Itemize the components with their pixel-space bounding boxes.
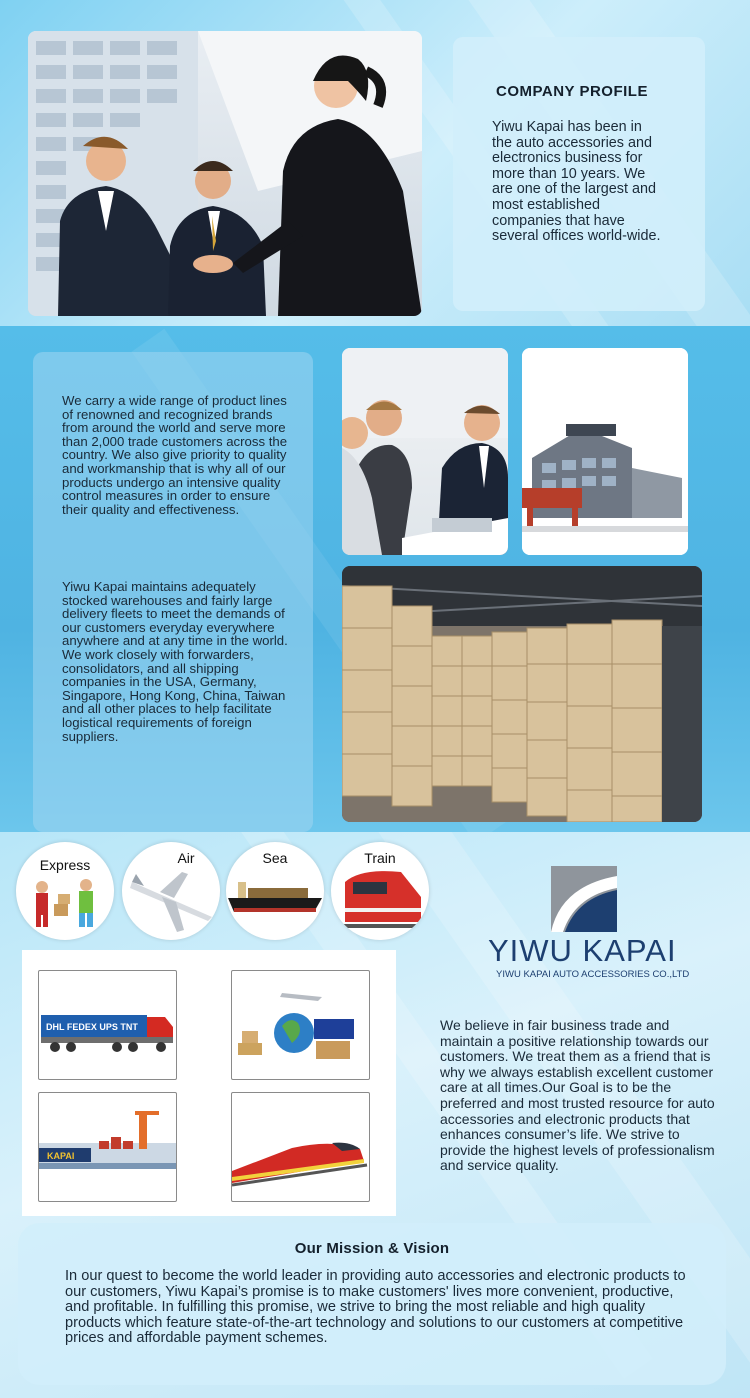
belief-statement: We believe in fair business trade and maintain a positive relationship towards our customers. We treat them as a friend that is why we always establish excellent customer care at all times.Our Goal is to be the preferred and most trusted resource for auto accessories and electronic products that enhances consumer’s life. We strive to provide the highest levels of professionalism and service quality. <box>440 1017 715 1174</box>
truck-carriers-label: DHL FEDEX UPS TNT <box>46 1022 138 1032</box>
warehouse-photo <box>342 566 702 822</box>
mission-text: In our quest to become the world leader in providing auto accessories and electronic products to our customers, Yiwu Kapai’s promise is to make customers' lives more convenient, productive, and profitable. In fulfilling this promise, we strive to bring the most reliable and high quality products which feature state-of-the-art technology and solutions to our customers at competitive prices and affordable payment schemes. <box>65 1268 686 1347</box>
air-label: Air <box>177 850 195 866</box>
company-profile-section <box>0 0 750 326</box>
brand-subtitle: YIWU KAPAI AUTO ACCESSORIES CO.,LTD <box>496 969 690 980</box>
logo-mark-icon <box>551 866 617 932</box>
logistics-section <box>0 832 750 1398</box>
product-range-paragraph-1: We carry a wide range of product lines of renowned and recognized brands from around the world and serve more than 2,000 trade customers across the country. We also give priority to quality and workmanship that is why all of our products undergo an intensive quality control measures in order to ensure their quality and effectiveness. <box>62 393 288 517</box>
air-shipping-badge <box>122 842 220 940</box>
company-building-photo <box>522 348 688 555</box>
business-meeting-photo <box>342 348 508 555</box>
high-speed-train-tile <box>231 1092 370 1202</box>
company-profile-text: Yiwu Kapai has been in the auto accessories and electronics business for more than 10 years. We are one of the largest and most established companies that have several offices world-wide. <box>492 119 661 245</box>
warehouse-paragraph: Yiwu Kapai maintains adequately stocked warehouses and fairly large delivery fleets to meet the demands of our customers everyday everywhere anywhere and at any time in the world. We work closely with forwarders, consolidators, and all shipping companies in the USA, Germany, Singapore, Hong Kong, China, Taiwan and all other places to help facilitate logistical requirements of foreign suppliers. <box>62 579 288 744</box>
seaport-tile <box>38 1092 177 1202</box>
sea-label: Sea <box>262 850 288 866</box>
cargo-ship-icon <box>226 842 324 940</box>
train-icon <box>331 842 429 940</box>
courier-icon <box>16 842 114 940</box>
express-label: Express <box>39 857 91 873</box>
mission-vision-panel <box>18 1223 726 1385</box>
sea-shipping-badge <box>226 842 324 940</box>
company-logo <box>480 860 710 990</box>
global-logistics-tile <box>231 970 370 1080</box>
train-shipping-badge <box>331 842 429 940</box>
company-profile-heading: COMPANY PROFILE <box>496 83 648 100</box>
ship-brand-label: KAPAI <box>47 1151 75 1161</box>
company-profile-panel <box>453 37 705 311</box>
truck-tile <box>38 970 177 1080</box>
product-range-panel <box>33 352 313 832</box>
product-range-section <box>0 326 750 832</box>
train-label: Train <box>364 850 396 866</box>
express-shipping-badge <box>16 842 114 940</box>
logistics-tiles-panel <box>22 950 396 1216</box>
brand-name: YIWU KAPAI <box>488 933 677 968</box>
handshake-photo <box>28 31 422 316</box>
mission-heading: Our Mission & Vision <box>294 1240 450 1257</box>
airplane-icon <box>122 842 220 940</box>
